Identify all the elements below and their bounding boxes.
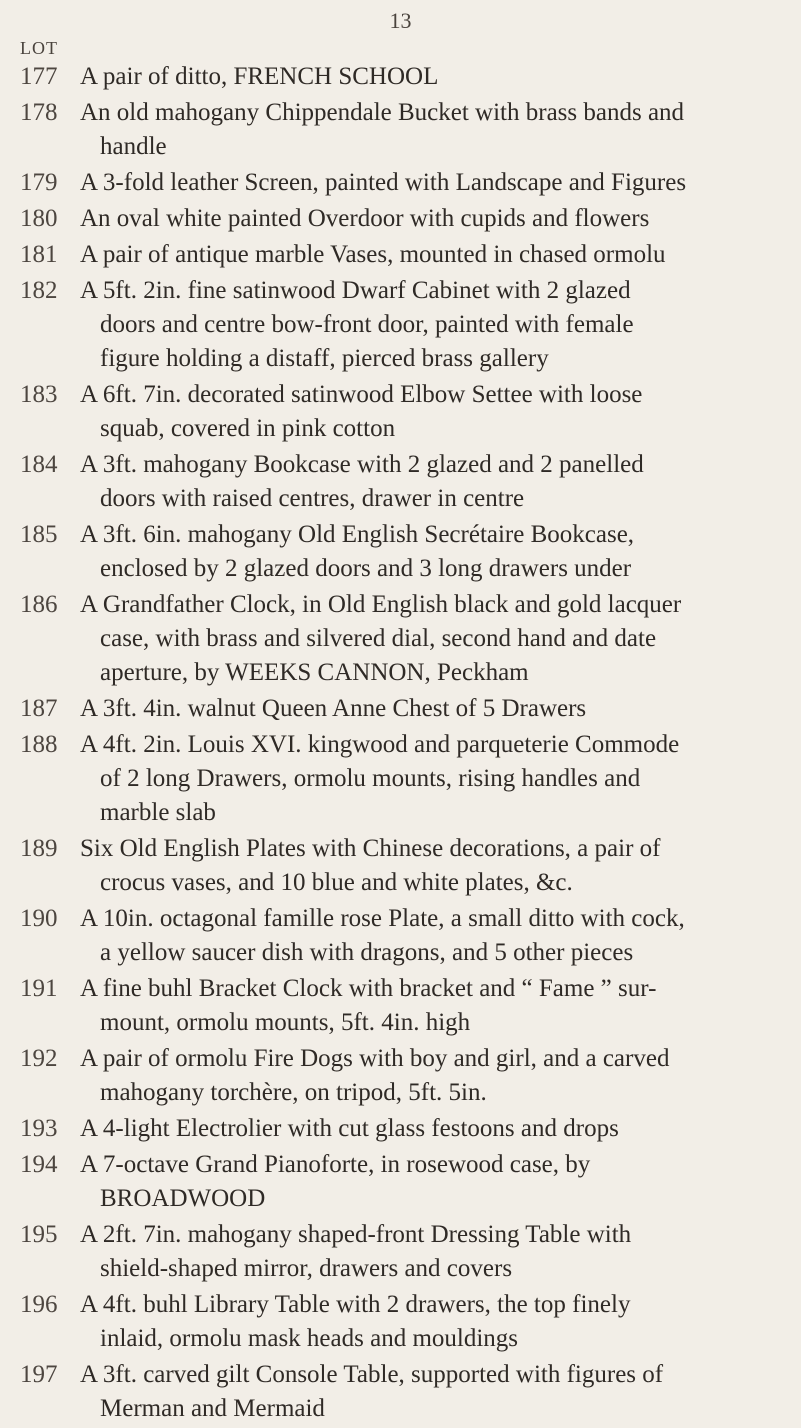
lot-description-line: A 5ft. 2in. fine satinwood Dwarf Cabinet with 2 glazed: [80, 277, 631, 304]
lot-number: 183: [20, 381, 58, 408]
lot-description-line: A Grandfather Clock, in Old English black and gold lacquer: [80, 591, 682, 618]
lot-number: 179: [20, 169, 58, 196]
lot-description: [80, 274, 760, 378]
lot-description-line: An old mahogany Chippendale Bucket with brass bands and: [80, 99, 685, 126]
lot-description: [80, 1042, 760, 1112]
lot-description-line: A 4-light Electrolier with cut glass festoons and drops: [80, 1115, 619, 1142]
lot-entry: [0, 1288, 801, 1358]
lot-description: [80, 728, 760, 832]
lot-description-line: doors and centre bow-front door, painted with female: [100, 311, 634, 338]
lot-description-line: A 6ft. 7in. decorated satinwood Elbow Settee with loose: [80, 381, 643, 408]
lot-description-line: A 3ft. 4in. walnut Queen Anne Chest of 5 Drawers: [80, 695, 587, 722]
lot-description-line: A 3ft. mahogany Bookcase with 2 glazed and 2 panelled: [80, 451, 644, 478]
lot-entry: [0, 518, 801, 588]
lot-description: [80, 1148, 760, 1218]
lot-entry: [0, 1042, 801, 1112]
lot-description-line: A 3-fold leather Screen, painted with Landscape and Figures: [80, 169, 687, 196]
lot-description-line: An oval white painted Overdoor with cupids and flowers: [80, 205, 650, 232]
lot-description-line: A pair of ditto, FRENCH SCHOOL: [80, 63, 439, 90]
lot-description: [80, 1288, 760, 1358]
lot-description: [80, 202, 760, 238]
lot-description-line: case, with brass and silvered dial, second hand and date: [100, 625, 657, 652]
lot-number: 184: [20, 451, 58, 478]
lot-number: 186: [20, 591, 58, 618]
lot-description-line: Merman and Mermaid: [100, 1395, 325, 1422]
lot-number: 194: [20, 1151, 58, 1178]
lot-number: 197: [20, 1361, 58, 1388]
lot-entry: [0, 832, 801, 902]
lot-description-line: A 4ft. buhl Library Table with 2 drawers, the top finely: [80, 1291, 631, 1318]
lot-entry: [0, 448, 801, 518]
lot-number: 181: [20, 241, 58, 268]
lot-entry: [0, 96, 801, 166]
lot-description: [80, 1218, 760, 1288]
lot-entry: [0, 588, 801, 692]
lot-description-line: doors with raised centres, drawer in centre: [100, 485, 525, 512]
lot-number: 187: [20, 695, 58, 722]
lot-entry: [0, 274, 801, 378]
lot-description-line: Six Old English Plates with Chinese decorations, a pair of: [80, 835, 661, 862]
lot-number: 190: [20, 905, 58, 932]
lot-number: 192: [20, 1045, 58, 1072]
lot-entry: [0, 1358, 801, 1428]
lot-description-line: handle: [100, 133, 167, 160]
lot-number: 185: [20, 521, 58, 548]
lot-number: 178: [20, 99, 58, 126]
lot-description: [80, 588, 760, 692]
lot-description-line: inlaid, ormolu mask heads and mouldings: [100, 1325, 519, 1352]
lot-entry: [0, 1218, 801, 1288]
lot-description: [80, 1112, 760, 1148]
lot-description-line: A 4ft. 2in. Louis XVI. kingwood and parqueterie Commode: [80, 731, 680, 758]
lot-description-line: A fine buhl Bracket Clock with bracket and “ Fame ” sur-: [80, 975, 657, 1002]
lot-number: 193: [20, 1115, 58, 1142]
lot-entry: [0, 60, 801, 96]
lot-number: 189: [20, 835, 58, 862]
lot-description: [80, 1358, 760, 1428]
lot-description-line: BROADWOOD: [100, 1185, 266, 1212]
lot-description: [80, 448, 760, 518]
lot-description: [80, 96, 760, 166]
lot-description-line: squab, covered in pink cotton: [100, 415, 396, 442]
lot-entry: [0, 728, 801, 832]
lot-description-line: A 3ft. carved gilt Console Table, supported with figures of: [80, 1361, 664, 1388]
lot-description: [80, 518, 760, 588]
lot-description-line: figure holding a distaff, pierced brass gallery: [100, 345, 549, 372]
lot-description-line: aperture, by WEEKS CANNON, Peckham: [100, 659, 529, 686]
lot-entry: [0, 378, 801, 448]
lot-description: [80, 238, 760, 274]
lot-description: [80, 972, 760, 1042]
lot-entry: [0, 238, 801, 274]
lot-column-header: LOT: [20, 38, 58, 58]
lot-description-line: crocus vases, and 10 blue and white plates, &c.: [100, 869, 573, 896]
lot-entry: [0, 1148, 801, 1218]
lot-description-line: A 3ft. 6in. mahogany Old English Secrétaire Bookcase,: [80, 521, 635, 548]
lot-number: 191: [20, 975, 58, 1002]
lot-number: 196: [20, 1291, 58, 1318]
lot-description-line: A pair of antique marble Vases, mounted in chased ormolu: [80, 241, 666, 268]
lot-list: [0, 60, 801, 1428]
lot-description-line: of 2 long Drawers, ormolu mounts, rising handles and: [100, 765, 641, 792]
lot-description: [80, 166, 760, 202]
lot-description-line: A 7-octave Grand Pianoforte, in rosewood case, by: [80, 1151, 591, 1178]
lot-number: 182: [20, 277, 58, 304]
lot-description-line: mount, ormolu mounts, 5ft. 4in. high: [100, 1009, 471, 1036]
lot-number: 177: [20, 63, 58, 90]
lot-description-line: mahogany torchère, on tripod, 5ft. 5in.: [100, 1079, 487, 1106]
lot-description-line: enclosed by 2 glazed doors and 3 long drawers under: [100, 555, 632, 582]
lot-description-line: shield-shaped mirror, drawers and covers: [100, 1255, 513, 1282]
lot-entry: [0, 972, 801, 1042]
lot-entry: [0, 692, 801, 728]
lot-description: [80, 60, 760, 96]
lot-description-line: A 10in. octagonal famille rose Plate, a small ditto with cock,: [80, 905, 685, 932]
lot-number: 188: [20, 731, 58, 758]
lot-number: 180: [20, 205, 58, 232]
lot-description-line: a yellow saucer dish with dragons, and 5 other pieces: [100, 939, 634, 966]
lot-description: [80, 902, 760, 972]
lot-entry: [0, 1112, 801, 1148]
lot-number: 195: [20, 1221, 58, 1248]
lot-description: [80, 378, 760, 448]
lot-entry: [0, 202, 801, 238]
lot-description: [80, 692, 760, 728]
lot-entry: [0, 166, 801, 202]
lot-description: [80, 832, 760, 902]
lot-entry: [0, 902, 801, 972]
lot-description-line: A pair of ormolu Fire Dogs with boy and girl, and a carved: [80, 1045, 670, 1072]
lot-description-line: marble slab: [100, 799, 216, 826]
page-number: 13: [389, 8, 412, 33]
lot-description-line: A 2ft. 7in. mahogany shaped-front Dressing Table with: [80, 1221, 632, 1248]
